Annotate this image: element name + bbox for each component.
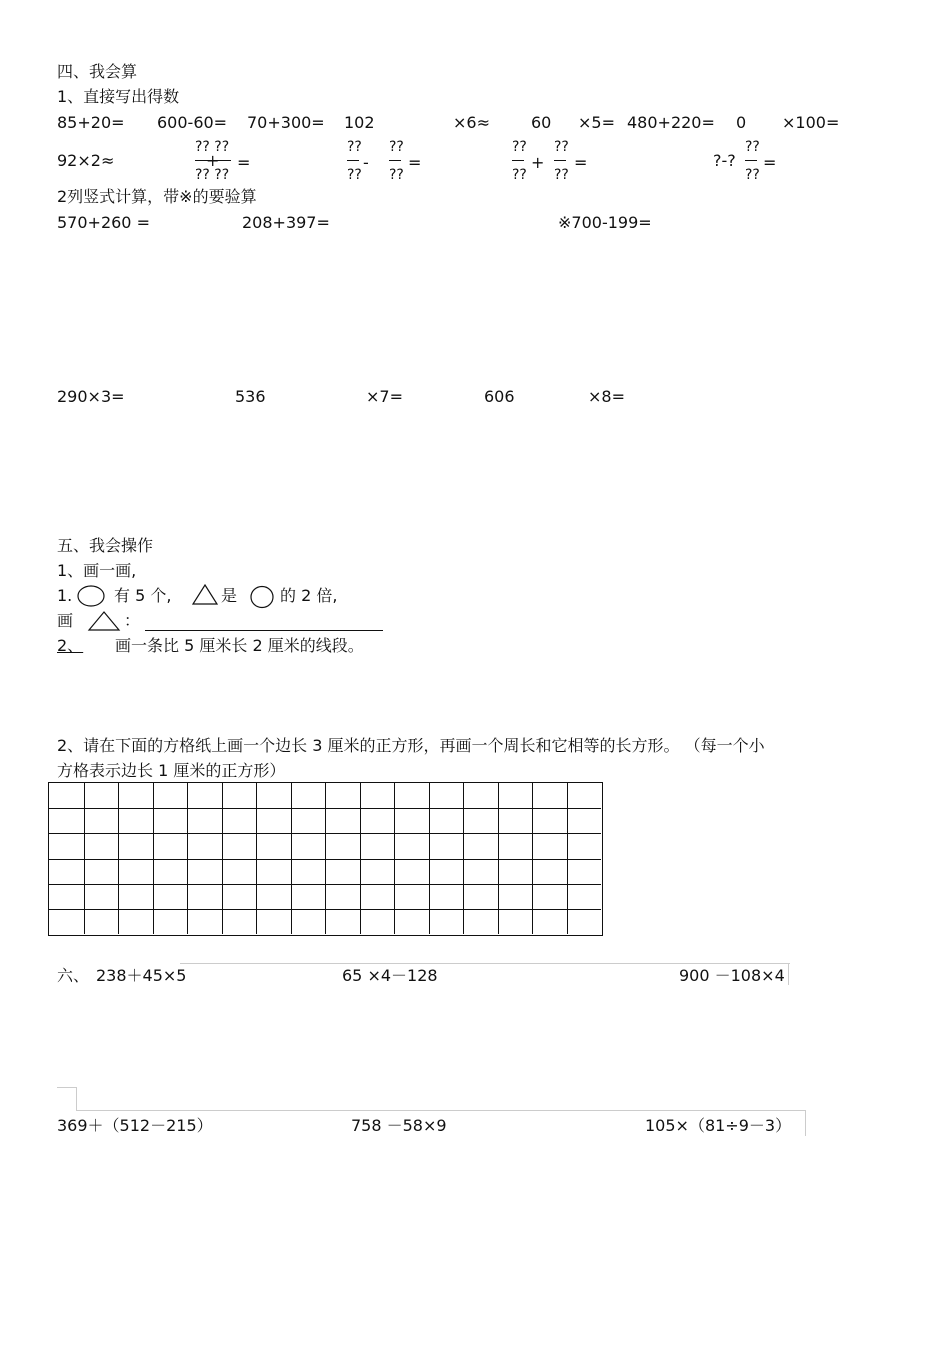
draw-title: 1、画一画, [57, 561, 137, 580]
vertical-calc-item: 606 [484, 387, 515, 406]
vertical-calc-item: 290×3= [57, 387, 125, 406]
grid-paper[interactable] [48, 782, 603, 936]
question-text: 方格表示边长 1 厘米的正方形） [57, 761, 286, 780]
text: 有 5 个, [114, 586, 172, 605]
fraction-bar [512, 160, 524, 161]
expression: 105×（81÷9－3） [645, 1116, 792, 1135]
expression: 758 －58×9 [351, 1116, 447, 1135]
equals: = [237, 153, 251, 172]
fraction-numerator: ?? [554, 139, 569, 155]
fraction-denominator: ?? ?? [195, 167, 230, 183]
question-text: 2、请在下面的方格纸上画一个边长 3 厘米的正方形，再画一个周长和它相等的长方形。 （每一个小 [57, 736, 765, 755]
section-5-title: 五、我会操作 [57, 536, 154, 555]
answer-line[interactable] [145, 630, 383, 631]
line-prefix: 画 [57, 611, 74, 630]
text: ： [124, 611, 141, 630]
calc-item: 600-60= [157, 113, 228, 132]
operator: + [531, 153, 545, 172]
fraction-numerator: ?? ?? [195, 139, 230, 155]
mixed-number-prefix: ?-? [713, 151, 736, 170]
fraction-numerator: ?? [745, 139, 760, 155]
fraction-denominator: ?? [347, 167, 362, 183]
calc-item: ×6≈ [453, 113, 490, 132]
circle-icon [76, 585, 106, 607]
q2-title: 2列竖式计算，带※的要验算 [57, 187, 257, 206]
equals: = [408, 153, 422, 172]
divider [805, 1110, 806, 1136]
operator: - [363, 153, 369, 172]
section-4-title: 四、我会算 [57, 62, 138, 81]
vertical-calc-item: ×8= [588, 387, 625, 406]
divider [76, 1087, 77, 1111]
operator: + [206, 151, 220, 170]
vertical-calc-item: 208+397= [242, 213, 330, 232]
calc-item: 60 [531, 113, 552, 132]
calc-item: 480+220= [627, 113, 715, 132]
calc-item: 85+20= [57, 113, 125, 132]
fraction-numerator: ?? [512, 139, 527, 155]
fraction-bar [347, 160, 359, 161]
fraction-bar [389, 160, 401, 161]
vertical-calc-item: 536 [235, 387, 266, 406]
section-6-prefix: 六、 [57, 966, 90, 985]
grid-lines [49, 783, 604, 937]
calc-item: ×5= [578, 113, 615, 132]
fraction-denominator: ?? [745, 167, 760, 183]
triangle-icon [191, 583, 219, 607]
divider [788, 963, 789, 985]
vertical-calc-item: ×7= [366, 387, 403, 406]
circle-icon [249, 585, 275, 609]
fraction-denominator: ?? [512, 167, 527, 183]
triangle-icon [87, 610, 121, 632]
fraction-denominator: ?? [389, 167, 404, 183]
line-prefix: 1. [57, 586, 73, 605]
calc-item: 70+300= [247, 113, 325, 132]
text: 是 [221, 586, 238, 605]
divider [57, 1087, 77, 1088]
question-text: 画一条比 5 厘米长 2 厘米的线段。 [115, 636, 364, 655]
question-number: 2、 [57, 636, 84, 655]
expression: 369＋（512－215） [57, 1116, 213, 1135]
divider [180, 963, 790, 964]
fraction-bar [745, 160, 757, 161]
equals: = [574, 153, 588, 172]
calc-item: 92×2≈ [57, 151, 115, 170]
vertical-calc-item: 570+260 = [57, 213, 150, 232]
calc-item: 0 [736, 113, 747, 132]
q1-title: 1、直接写出得数 [57, 87, 180, 106]
vertical-calc-item: ※700-199= [558, 213, 652, 232]
expression: 238＋45×5 [96, 966, 187, 985]
fraction-numerator: ?? [389, 139, 404, 155]
fraction-bar [554, 160, 566, 161]
expression: 65 ×4－128 [342, 966, 438, 985]
expression: 900 －108×4 [679, 966, 785, 985]
calc-item: 102 [344, 113, 375, 132]
fraction-denominator: ?? [554, 167, 569, 183]
fraction-numerator: ?? [347, 139, 362, 155]
equals: = [763, 153, 777, 172]
text: 的 2 倍, [280, 586, 338, 605]
calc-item: ×100= [782, 113, 840, 132]
divider [76, 1110, 806, 1111]
